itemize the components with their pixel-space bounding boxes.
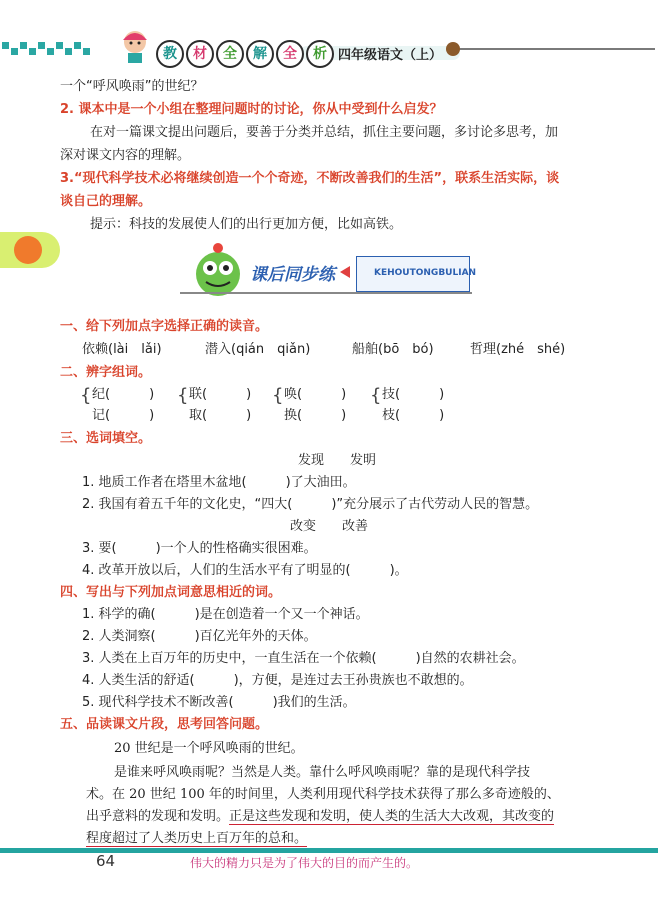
- text-line: 一个“呼风唤雨”的世纪？: [60, 79, 204, 94]
- s4-line-5: 5. 现代科学技术不断改善( )我们的生活。: [82, 695, 356, 710]
- s2-row1-1: 纪( ): [92, 387, 155, 402]
- answer-3: 提示：科技的发展使人们的出行更加方便，比如高铁。: [90, 217, 403, 232]
- s3-line-4: 4. 改革开放以后，人们的生活水平有了明显的( )。: [82, 563, 408, 578]
- banner-pinyin: KEHOUTONGBULIAN: [374, 268, 477, 278]
- series-char-6: 析: [306, 40, 334, 68]
- s1-item-4: 哲理(zhé shé): [470, 342, 566, 357]
- section-4-title: 四、写出与下列加点词意思相近的词。: [60, 585, 282, 600]
- reading-p1: 20 世纪是一个呼风唤雨的世纪。: [114, 741, 304, 756]
- section-5-title: 五、品读课文片段，思考回答问题。: [60, 717, 269, 732]
- s2-row2-4: 枝( ): [382, 408, 445, 423]
- question-3-line-1: 3.“现代科学技术必将继续创造一个个奇迹，不断改善我们的生活”，联系生活实际，谈: [60, 171, 560, 186]
- reading-p2-line-3a: 出乎意料的发现和发明。: [86, 809, 230, 824]
- reading-p2-line-2: 术。在 20 世纪 100 年的时间里，人类利用现代科学技术获得了那么多奇迹般的、: [86, 787, 560, 802]
- fox-face-icon: [14, 236, 42, 264]
- s2-row2-1: 记( ): [92, 408, 155, 423]
- s4-line-1: 1. 科学的确( )是在创造着一个又一个神话。: [82, 607, 369, 622]
- series-char-2: 材: [186, 40, 214, 68]
- question-3-line-2: 谈自己的理解。: [60, 194, 152, 209]
- reading-p2-line-4: 程度超过了人类历史上百万年的总和。: [86, 831, 308, 846]
- s2-row2-3: 换( ): [284, 408, 347, 423]
- s4-line-2: 2. 人类洞察( )百亿光年外的天体。: [82, 629, 317, 644]
- answer-2-line-2: 深对课文内容的理解。: [60, 148, 191, 163]
- answer-2-line-1: 在对一篇课文提出问题后，要善于分类并总结，抓住主要问题，多讨论多思考，加: [90, 125, 559, 140]
- s3-word-choices-1: 发现 发明: [298, 453, 377, 468]
- banner-title: 课后同步练: [250, 265, 335, 285]
- s1-item-1: 依赖(lài lǎi): [82, 342, 162, 357]
- footer-motto: 伟大的精力只是为了伟大的目的而产生的。: [190, 856, 419, 870]
- s1-item-2: 潜入(qián qiǎn): [205, 342, 311, 357]
- arrow-icon: [340, 266, 350, 278]
- series-char-3: 全: [216, 40, 244, 68]
- s2-row1-4: 技( ): [382, 387, 445, 402]
- s4-line-4: 4. 人类生活的舒适( )，方便，是连过去王孙贵族也不敢想的。: [82, 673, 473, 688]
- reading-p2-line-1: 是谁来呼风唤雨呢？当然是人类。靠什么呼风唤雨呢？靠的是现代科学技: [114, 765, 531, 780]
- s3-line-2: 2. 我国有着五千年的文化史，“四大( )”充分展示了古代劳动人民的智慧。: [82, 497, 539, 512]
- s4-line-3: 3. 人类在上百万年的历史中，一直生活在一个依赖( )自然的农耕社会。: [82, 651, 525, 666]
- s3-word-choices-2: 改变 改善: [290, 519, 369, 534]
- mascot-icon: [115, 26, 155, 66]
- series-char-4: 解: [246, 40, 274, 68]
- section-2-title: 二、辨字组词。: [60, 365, 152, 380]
- s1-item-3: 船舶(bō bó): [352, 342, 434, 357]
- s3-line-1: 1. 地质工作者在塔里木盆地( )了大油田。: [82, 475, 356, 490]
- side-tab: [0, 232, 60, 268]
- section-3-title: 三、选词填空。: [60, 431, 152, 446]
- s2-row2-2: 取( ): [189, 408, 252, 423]
- series-char-1: 教: [156, 40, 184, 68]
- grade-label: 四年级语文（上）: [338, 48, 443, 63]
- s3-line-3: 3. 要( )一个人的性格确实很困难。: [82, 541, 317, 556]
- page-number: 64: [96, 852, 116, 870]
- s2-row1-3: 唤( ): [284, 387, 347, 402]
- reading-underlined-sentence: 正是这些发现和发明，使人类的生活大大改观，其改变的: [229, 809, 555, 824]
- series-char-5: 全: [276, 40, 304, 68]
- question-2: 2. 课本中是一个小组在整理问题时的讨论，你从中受到什么启发？: [60, 102, 443, 117]
- section-1-title: 一、给下列加点字选择正确的读音。: [60, 319, 269, 334]
- s2-row1-2: 联( ): [189, 387, 252, 402]
- section-banner: [180, 248, 477, 298]
